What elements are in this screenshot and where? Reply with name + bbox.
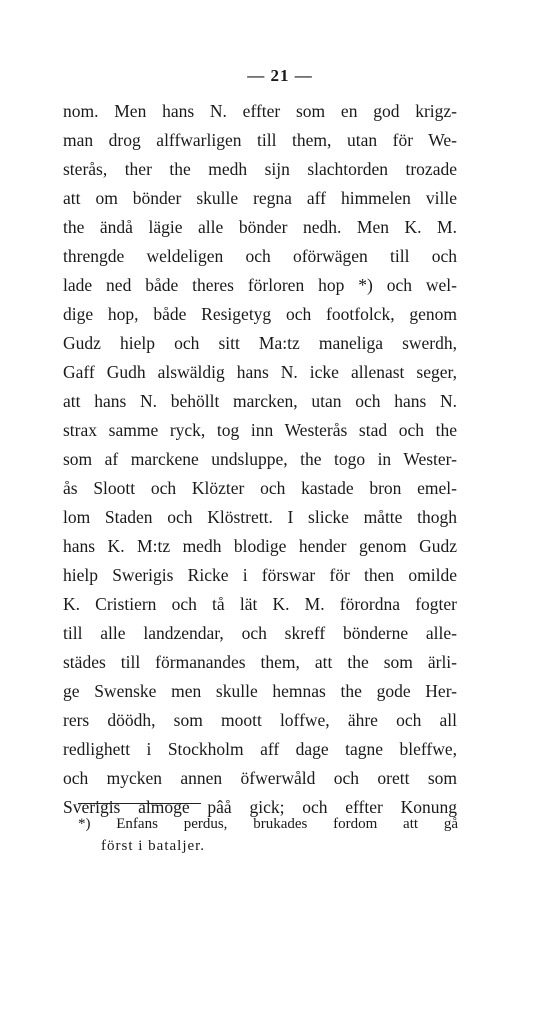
page-number-header: — 21 —	[247, 66, 313, 85]
footnote-line: först i bataljer.	[101, 838, 206, 854]
text-line: ås Sloott och Klözter och kastade bron emel-	[63, 478, 457, 498]
body-text	[63, 97, 457, 822]
text-line: hans K. M:tz medh blodige hender genom Gudz	[63, 536, 457, 556]
text-line: the ändå lägie alle bönder nedh. Men K. M.	[63, 217, 457, 237]
footnote	[78, 813, 458, 857]
text-line: städes till förmanandes them, att the som ärli-	[63, 652, 457, 672]
text-line: lade ned både theres förloren hop *) och wel-	[63, 275, 457, 295]
text-line: att hans N. behöllt marcken, utan och hans N.	[63, 391, 457, 411]
text-line: redlighett i Stockholm aff dage tagne bleffwe,	[63, 739, 457, 759]
text-line: nom. Men hans N. effter som en god krigz-	[63, 101, 457, 121]
text-line: till alle landzendar, och skreff bönderne alle-	[63, 623, 457, 643]
text-line: hielp Swerigis Ricke i förswar för then omilde	[63, 565, 457, 585]
text-line: rers döödh, som moott loffwe, ähre och all	[63, 710, 457, 730]
text-line: att om bönder skulle regna aff himmelen ville	[63, 188, 457, 208]
text-line: Sverigis almoge pâå gick; och effter Konung	[63, 797, 457, 817]
text-line: man drog alffwarligen till them, utan för We-	[63, 130, 457, 150]
text-line: sterås, ther the medh sijn slachtorden trozade	[63, 159, 457, 179]
text-line: Gaff Gudh alswäldig hans N. icke allenast seger,	[63, 362, 457, 382]
text-line: lom Staden och Klöstrett. I slicke måtte thogh	[63, 507, 457, 527]
text-line: threngde weldeligen och oförwägen till och	[63, 246, 457, 266]
text-line: Gudz hielp och sitt Ma:tz maneliga swerdh,	[63, 333, 457, 353]
text-line: och mycken annen öfwerwåld och orett som	[63, 768, 457, 788]
text-line: dige hop, både Resigetyg och footfolck, genom	[63, 304, 457, 324]
footnote-divider	[78, 803, 201, 804]
text-line: ge Swenske men skulle hemnas the gode Her-	[63, 681, 457, 701]
text-line: strax samme ryck, tog inn Westerås stad och the	[63, 420, 457, 440]
footnote-line: *) Enfans perdus, brukades fordom att gå	[78, 816, 458, 832]
text-line: som af marckene undsluppe, the togo in Wester-	[63, 449, 457, 469]
text-line: K. Cristiern och tå lät K. M. förordna fogter	[63, 594, 457, 614]
